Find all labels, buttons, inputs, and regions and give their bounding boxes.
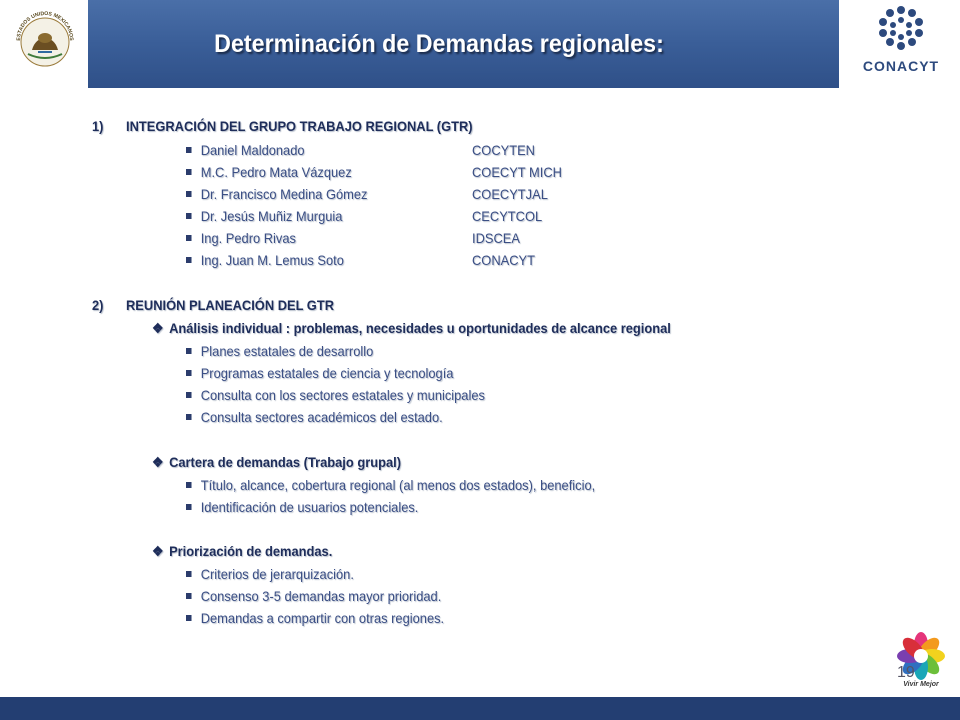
member-org: IDSCEA	[472, 230, 520, 246]
square-bullet-icon	[186, 370, 192, 376]
member-row	[186, 230, 296, 246]
list-item-text: Planes estatales de desarrollo	[200, 343, 374, 359]
list-item	[186, 588, 441, 604]
square-bullet-icon	[186, 571, 192, 577]
group-title: Cartera de demandas (Trabajo grupal)	[169, 454, 401, 470]
list-item	[186, 387, 485, 403]
member-name: Ing. Juan M. Lemus Soto	[200, 252, 344, 268]
vivir-mejor-logo	[892, 630, 950, 694]
list-item-text: Título, alcance, cobertura regional (al menos dos estados), beneficio,	[200, 477, 596, 493]
diamond-bullet-icon: ❖	[152, 543, 164, 559]
square-bullet-icon	[186, 191, 192, 197]
section1-number: 1)	[92, 118, 104, 134]
list-item-text: Criterios de jerarquización.	[200, 566, 354, 582]
member-name: Dr. Francisco Medina Gómez	[200, 186, 368, 202]
member-name: Ing. Pedro Rivas	[200, 230, 296, 246]
section1-heading: INTEGRACIÓN DEL GRUPO TRABAJO REGIONAL (GTR)	[126, 118, 473, 134]
group-title-row	[152, 454, 401, 471]
member-row	[186, 208, 342, 224]
list-item	[186, 477, 595, 493]
group-title: Priorización de demandas.	[169, 543, 333, 559]
list-item-text: Consulta con los sectores estatales y municipales	[200, 387, 485, 403]
section2-heading: REUNIÓN PLANEACIÓN DEL GTR	[126, 297, 335, 313]
member-org: COECYTJAL	[472, 186, 548, 202]
diamond-bullet-icon: ❖	[152, 454, 164, 470]
member-org: CONACYT	[472, 252, 535, 268]
seal-text: ESTADOS UNIDOS MEXICANOS	[15, 10, 75, 41]
page-title: Determinación de Demandas regionales:	[214, 30, 664, 58]
square-bullet-icon	[186, 593, 192, 599]
member-name: Dr. Jesús Muñiz Murguia	[200, 208, 343, 224]
diamond-bullet-icon: ❖	[152, 320, 164, 336]
vivir-mejor-text: Vivir Mejor	[903, 681, 939, 688]
list-item-text: Consenso 3-5 demandas mayor prioridad.	[200, 588, 442, 604]
member-org: COCYTEN	[472, 142, 535, 158]
group-title-row	[152, 543, 332, 560]
square-bullet-icon	[186, 482, 192, 488]
footer-band	[0, 697, 960, 720]
member-row	[186, 186, 368, 202]
member-row	[186, 252, 344, 268]
list-item	[186, 409, 443, 425]
list-item	[186, 499, 418, 515]
member-name: Daniel Maldonado	[200, 142, 305, 158]
square-bullet-icon	[186, 615, 192, 621]
page-number: 19	[897, 664, 915, 681]
list-item	[186, 610, 444, 626]
square-bullet-icon	[186, 504, 192, 510]
square-bullet-icon	[186, 147, 192, 153]
list-item-text: Identificación de usuarios potenciales.	[200, 499, 419, 515]
list-item	[186, 365, 453, 381]
group-title: Análisis individual : problemas, necesidades u oportunidades de alcance regional	[169, 320, 671, 336]
square-bullet-icon	[186, 392, 192, 398]
group-title-row	[152, 320, 671, 337]
square-bullet-icon	[186, 235, 192, 241]
square-bullet-icon	[186, 169, 192, 175]
list-item	[186, 343, 373, 359]
list-item-text: Demandas a compartir con otras regiones.	[200, 610, 445, 626]
square-bullet-icon	[186, 257, 192, 263]
square-bullet-icon	[186, 414, 192, 420]
member-org: COECYT MICH	[472, 164, 562, 180]
member-row	[186, 142, 305, 158]
conacyt-wordmark: CONACYT	[862, 58, 940, 74]
member-name: M.C. Pedro Mata Vázquez	[200, 164, 352, 180]
square-bullet-icon	[186, 348, 192, 354]
list-item-text: Programas estatales de ciencia y tecnología	[200, 365, 454, 381]
square-bullet-icon	[186, 213, 192, 219]
member-org: CECYTCOL	[472, 208, 543, 224]
list-item	[186, 566, 354, 582]
member-row	[186, 164, 352, 180]
list-item-text: Consulta sectores académicos del estado.	[200, 409, 443, 425]
section2-number: 2)	[92, 297, 104, 313]
